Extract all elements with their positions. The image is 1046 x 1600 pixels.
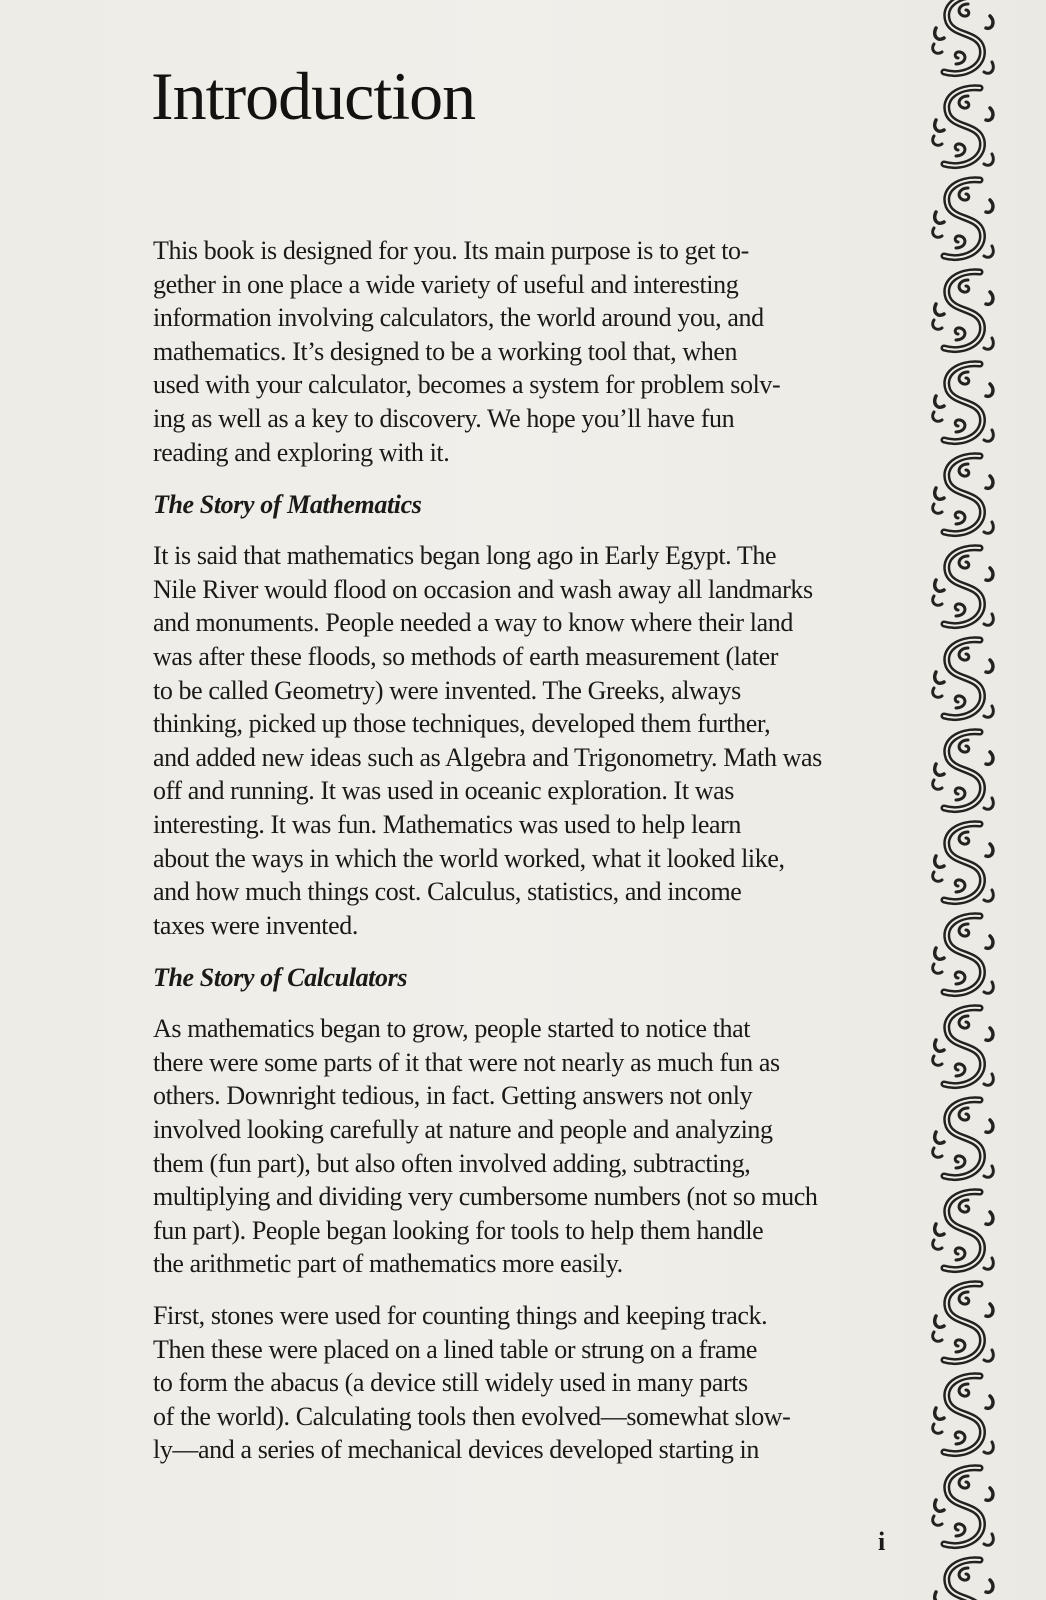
text-line: reading and exploring with it. — [153, 437, 450, 467]
text-line: used with your calculator, becomes a system for problem solv- — [153, 370, 781, 400]
mathematics-paragraph — [153, 539, 923, 942]
text-line: and how much things cost. Calculus, statistics, and income — [153, 877, 742, 907]
text-line: thinking, picked up those techniques, developed them further, — [153, 709, 771, 739]
text-line: was after these floods, so methods of earth measurement (later — [153, 641, 778, 671]
text-line: ing as well as a key to discovery. We hope you’ll have fun — [153, 403, 735, 433]
text-line: of the world). Calculating tools then evolved—somewhat slow- — [153, 1401, 791, 1431]
text-line: As mathematics began to grow, people started to notice that — [153, 1014, 751, 1044]
text-line: gether in one place a wide variety of useful and interesting — [153, 269, 739, 299]
text-line: others. Downright tedious, in fact. Getting answers not only — [153, 1081, 753, 1111]
text-line: there were some parts of it that were not nearly as much fun as — [153, 1047, 780, 1077]
text-line: Then these were placed on a lined table or strung on a frame — [153, 1334, 758, 1364]
text-line: off and running. It was used in oceanic exploration. It was — [153, 776, 734, 806]
abacus-paragraph — [153, 1299, 923, 1467]
text-line: ly—and a series of mechanical devices developed starting in — [153, 1435, 759, 1465]
text-line: involved looking carefully at nature and people and analyzing — [153, 1115, 773, 1145]
text-line: the arithmetic part of mathematics more easily. — [153, 1249, 623, 1279]
intro-paragraph — [153, 234, 923, 469]
body-text — [153, 234, 923, 1467]
text-line: fun part). People began looking for tools to help them handle — [153, 1215, 764, 1245]
text-line: about the ways in which the world worked, what it looked like, — [153, 843, 785, 873]
calculators-paragraph — [153, 1012, 923, 1281]
text-line: and monuments. People needed a way to know where their land — [153, 608, 793, 638]
border-scrolls — [933, 0, 994, 1600]
text-line: interesting. It was fun. Mathematics was used to help learn — [153, 809, 741, 839]
text-line: This book is designed for you. Its main purpose is to get to- — [153, 236, 749, 265]
text-line: them (fun part), but also often involved adding, subtracting, — [153, 1148, 751, 1178]
section-heading-calculators: The Story of Calculators — [153, 963, 408, 993]
text-line: and added new ideas such as Algebra and Trigonometry. Math was — [153, 742, 822, 772]
text-line: information involving calculators, the world around you, and — [153, 303, 764, 333]
text-line: to form the abacus (a device still widely used in many parts — [153, 1368, 748, 1398]
section-heading-mathematics: The Story of Mathematics — [153, 490, 422, 520]
text-line: Nile River would flood on occasion and wash away all landmarks — [153, 574, 813, 604]
page-number: i — [878, 1527, 886, 1556]
text-line: It is said that mathematics began long ago in Early Egypt. The — [153, 541, 777, 571]
text-line: First, stones were used for counting things and keeping track. — [153, 1301, 768, 1331]
ornamental-border — [928, 0, 998, 1600]
page-title: Introduction — [151, 58, 476, 134]
text-line: to be called Geometry) were invented. The Greeks, always — [153, 675, 741, 705]
text-line: multiplying and dividing very cumbersome numbers (not so much — [153, 1182, 818, 1212]
text-line: taxes were invented. — [153, 910, 358, 940]
text-line: mathematics. It’s designed to be a working tool that, when — [153, 336, 738, 366]
